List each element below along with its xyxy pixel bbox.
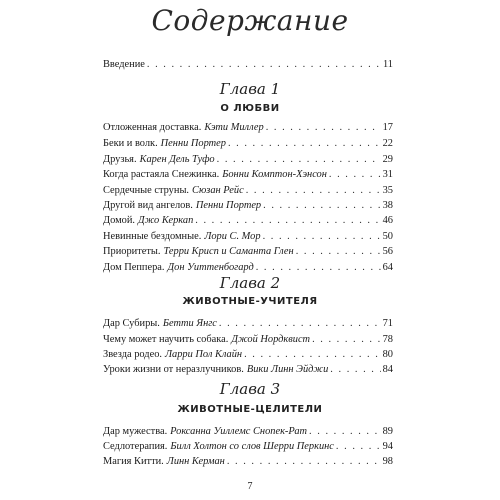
toc-entry-intro[interactable] <box>103 58 393 72</box>
leader-dots <box>330 363 380 377</box>
entry-page: 50 <box>382 231 393 242</box>
entry-title: Сердечные струны. <box>103 185 190 196</box>
chapter-3-heading: Глава 3 <box>219 380 281 398</box>
entry-page: 35 <box>382 185 393 196</box>
entry-title: Друзья. <box>103 154 137 165</box>
entry-author: Джой Нордквист <box>231 334 311 345</box>
entry-title: Когда растаяла Снежинка. <box>103 169 220 180</box>
chapter-1-heading: Глава 1 <box>219 80 281 98</box>
entry-title: Домой. <box>103 215 136 226</box>
entry-author: Терри Крисп и Саманта Глен <box>163 246 294 257</box>
toc-entry[interactable] <box>103 261 393 275</box>
toc-entry[interactable] <box>103 333 393 347</box>
entry-title: Уроки жизни от неразлучников. <box>103 364 244 375</box>
leader-dots <box>246 184 381 198</box>
entry-title: Чему может научить собака. <box>103 334 229 345</box>
entry-author: Кэти Миллер <box>204 122 264 133</box>
toc-entry[interactable] <box>103 317 393 331</box>
entry-title: Магия Китти. <box>103 456 164 467</box>
entry-title: Звезда родео. <box>103 349 162 360</box>
entry-author: Вики Линн Эйджи <box>246 364 329 375</box>
entry-author: Карен Дель Туфо <box>139 154 215 165</box>
leader-dots <box>217 153 381 167</box>
chapter-2-subtitle: ЖИВОТНЫЕ-УЧИТЕЛЯ <box>182 296 318 307</box>
entry-page: 94 <box>382 441 393 452</box>
entry-page: 98 <box>382 456 393 467</box>
entry-author: Джо Керкап <box>138 215 194 226</box>
entry-author: Билл Холтон со слов Шерри Перкинс <box>170 441 334 452</box>
chapter-1-subtitle: О ЛЮБВИ <box>220 103 280 114</box>
entry-page: 89 <box>382 426 393 437</box>
toc-entry[interactable] <box>103 184 393 198</box>
entry-page: 80 <box>382 349 393 360</box>
entry-author: Сюзан Рейс <box>192 185 244 196</box>
leader-dots <box>256 261 381 275</box>
toc-entry[interactable] <box>103 168 393 182</box>
leader-dots <box>309 425 381 439</box>
leader-dots <box>329 168 381 182</box>
entry-title: Беки и волк. <box>103 138 158 149</box>
entry-page: 78 <box>382 334 393 345</box>
leader-dots <box>296 245 381 259</box>
entry-author: Ларри Пол Клайн <box>165 349 243 360</box>
toc-entry[interactable] <box>103 199 393 213</box>
leader-dots <box>263 230 381 244</box>
toc-entry[interactable] <box>103 137 393 151</box>
entry-author: Линн Керман <box>166 456 225 467</box>
toc-entry[interactable] <box>103 153 393 167</box>
entry-page: 71 <box>382 318 393 329</box>
leader-dots <box>147 58 381 72</box>
entry-author: Роксанна Уиллемс Снопек-Рат <box>170 426 308 437</box>
leader-dots <box>195 214 380 228</box>
toc-entry[interactable] <box>103 214 393 228</box>
leader-dots <box>266 121 381 135</box>
entry-title: Отложенная доставка. <box>103 122 202 133</box>
leader-dots <box>263 199 380 213</box>
entry-page: 22 <box>382 138 393 149</box>
entry-title: Введение <box>103 59 145 70</box>
entry-title: Приоритеты. <box>103 246 161 257</box>
entry-page: 17 <box>382 122 393 133</box>
entry-title: Невинные бездомные. <box>103 231 202 242</box>
entry-author: Бонни Комптон-Хэнсон <box>222 169 327 180</box>
page-title: Содержание <box>151 4 349 37</box>
chapter-3-subtitle: ЖИВОТНЫЕ-ЦЕЛИТЕЛИ <box>177 404 323 415</box>
entry-page: 31 <box>382 169 393 180</box>
entry-page: 11 <box>382 59 393 70</box>
toc-entry[interactable] <box>103 363 393 377</box>
entry-author: Дон Уиттенбогард <box>167 262 254 273</box>
entry-page: 46 <box>382 215 393 226</box>
entry-title: Дар мужества. <box>103 426 168 437</box>
page-number: 7 <box>247 481 253 492</box>
entry-page: 56 <box>382 246 393 257</box>
entry-title: Седлотерапия. <box>103 441 168 452</box>
toc-entry[interactable] <box>103 455 393 469</box>
leader-dots <box>312 333 381 347</box>
entry-author: Пенни Портер <box>195 200 262 211</box>
entry-page: 29 <box>382 154 393 165</box>
toc-entry[interactable] <box>103 245 393 259</box>
leader-dots <box>228 137 381 151</box>
entry-page: 38 <box>382 200 393 211</box>
entry-title: Дом Пеппера. <box>103 262 165 273</box>
toc-entry[interactable] <box>103 440 393 454</box>
toc-entry[interactable] <box>103 425 393 439</box>
toc-entry[interactable] <box>103 348 393 362</box>
leader-dots <box>336 440 381 454</box>
chapter-2-heading: Глава 2 <box>219 274 281 292</box>
leader-dots <box>227 455 381 469</box>
entry-page: 84 <box>382 364 393 375</box>
toc-entry[interactable] <box>103 230 393 244</box>
entry-title: Другой вид ангелов. <box>103 200 193 211</box>
leader-dots <box>244 348 381 362</box>
entry-page: 64 <box>382 262 393 273</box>
leader-dots <box>219 317 381 331</box>
entry-author: Лори С. Мор <box>204 231 261 242</box>
toc-entry[interactable] <box>103 121 393 135</box>
entry-author: Бетти Янгс <box>162 318 217 329</box>
entry-author: Пенни Портер <box>160 138 226 149</box>
entry-title: Дар Субиры. <box>103 318 160 329</box>
